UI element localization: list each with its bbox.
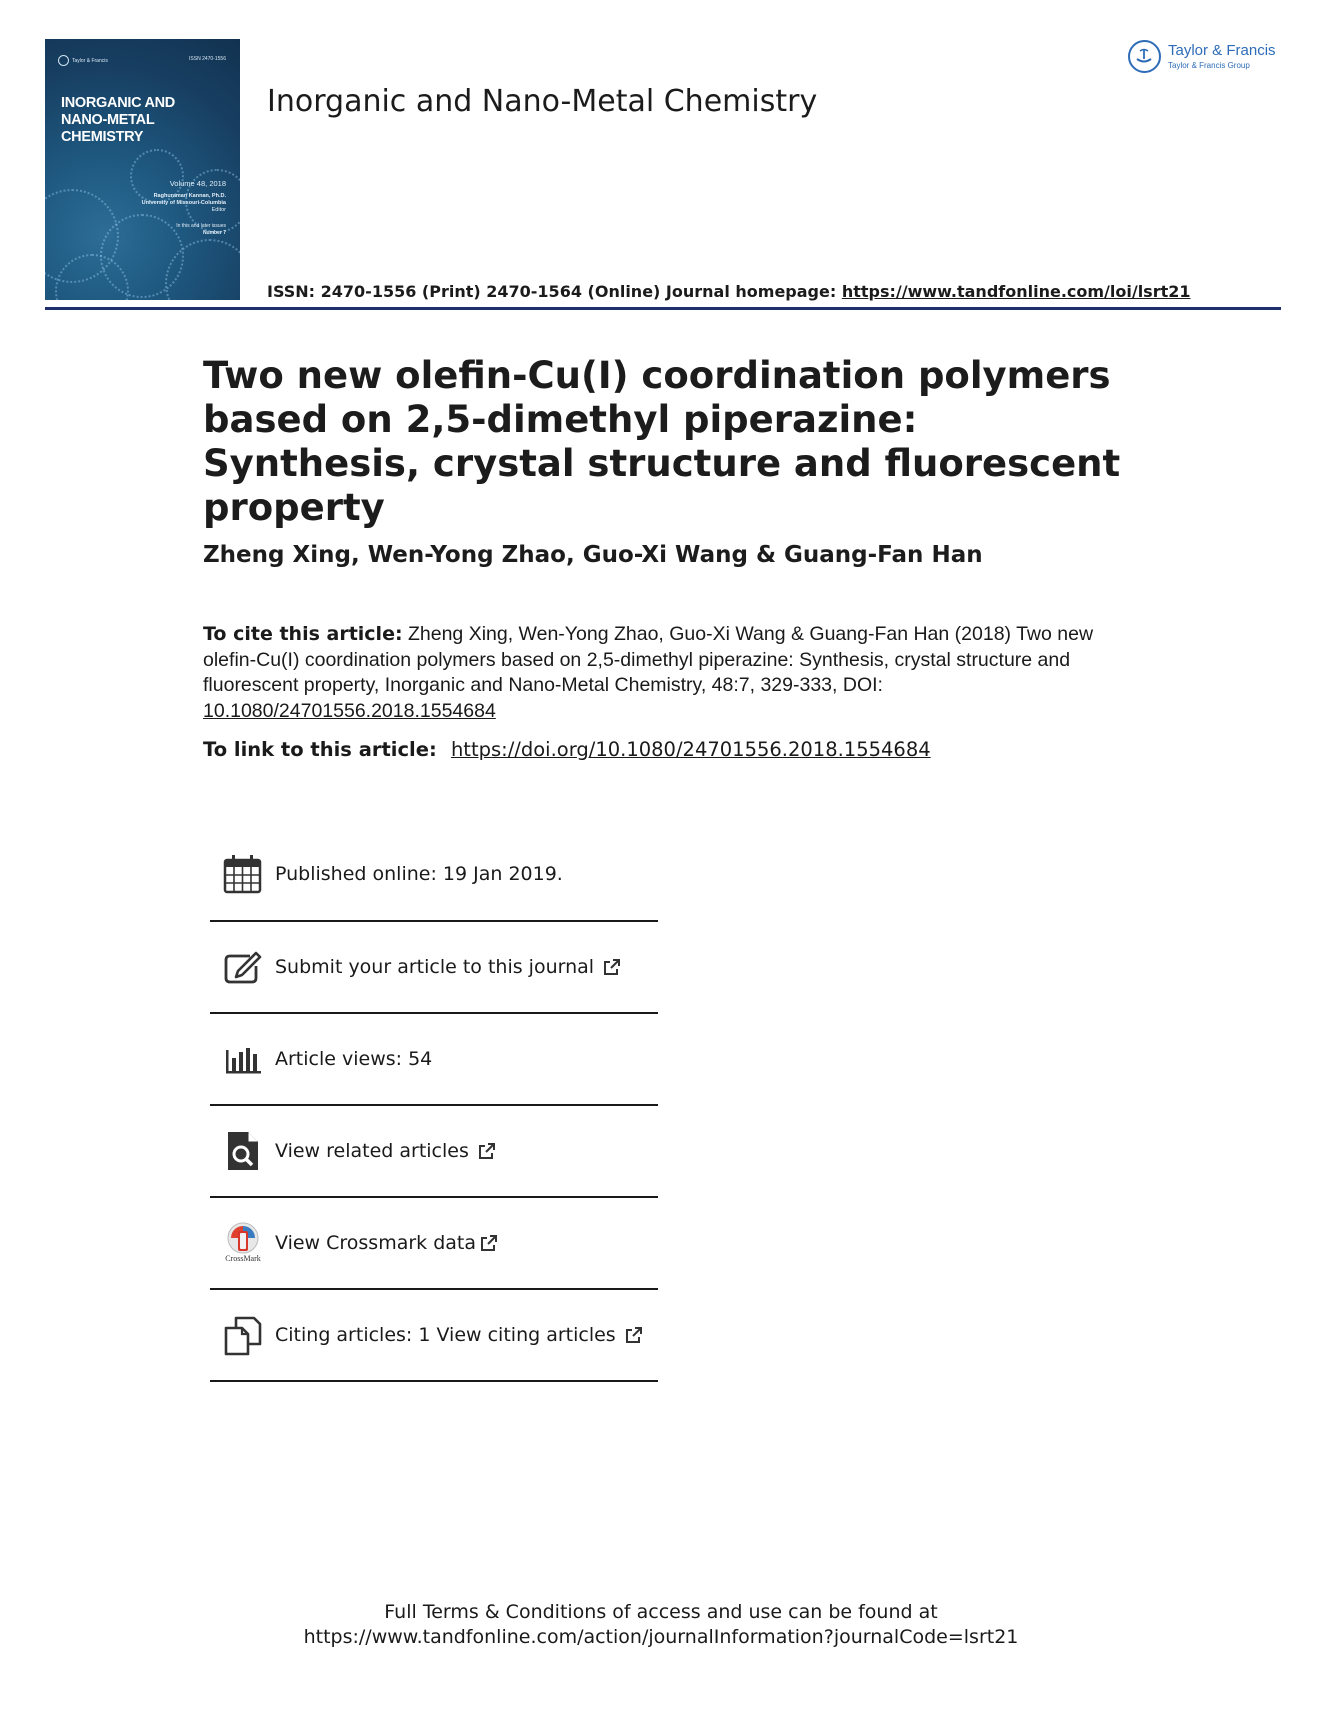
header-rule xyxy=(45,307,1281,310)
cover-title: INORGANIC AND NANO-METAL CHEMISTRY xyxy=(61,95,175,145)
article-authors: Zheng Xing, Wen-Yong Zhao, Guo-Xi Wang & Guang-Fan Han xyxy=(203,542,983,568)
external-link-icon xyxy=(479,1233,499,1253)
document-search-icon xyxy=(222,1130,264,1172)
publisher-group: Taylor & Francis Group xyxy=(1168,61,1250,70)
article-views-row xyxy=(210,1014,658,1106)
external-link-icon xyxy=(477,1141,497,1161)
copy-documents-icon xyxy=(222,1314,264,1356)
related-articles-row[interactable] xyxy=(210,1106,658,1198)
journal-homepage-link[interactable]: https://www.tandfonline.com/loi/lsrt21 xyxy=(841,282,1191,301)
crossmark-logo-text: CrossMark xyxy=(225,1254,261,1263)
article-info-list xyxy=(210,827,658,1382)
cover-editor-role: Editor xyxy=(211,207,226,213)
external-link-icon xyxy=(602,957,622,977)
related-articles-link[interactable]: View related articles xyxy=(275,1140,469,1162)
published-online-text: Published online: 19 Jan 2019. xyxy=(275,862,563,885)
crossmark-row[interactable] xyxy=(210,1198,658,1290)
citation-text: Zheng Xing, Wen-Yong Zhao, Guo-Xi Wang & Guang-Fan Han (2018) Two new olefin-Cu(I) coordination polymers based on 2,5-dimethyl piperazine: Synthesis, crystal structure and fluorescent property, Inorganic and Nano-Metal Chemistry, 48:7, 329-333, DOI: xyxy=(203,623,1094,696)
crossmark-icon xyxy=(222,1222,264,1264)
footer-line-1: Full Terms & Conditions of access and use can be found at xyxy=(384,1601,938,1623)
bar-chart-icon xyxy=(222,1038,264,1080)
footer-terms xyxy=(0,1600,1322,1650)
cover-issn: ISSN 2470-1556 xyxy=(189,56,226,62)
article-doi-link[interactable]: https://doi.org/10.1080/24701556.2018.1554684 xyxy=(450,738,931,761)
citation-block xyxy=(203,622,1123,724)
article-title: Two new olefin-Cu(I) coordination polymers based on 2,5-dimethyl piperazine: Synthesis, crystal structure and fluorescent property xyxy=(203,354,1121,529)
publisher-logo[interactable] xyxy=(1128,38,1288,78)
article-link-label: To link to this article: xyxy=(203,738,437,761)
citing-articles-row[interactable] xyxy=(210,1290,658,1382)
cover-editor-affiliation: University of Missouri-Columbia xyxy=(141,200,226,206)
citation-label: To cite this article: xyxy=(203,623,403,645)
cover-editor-name: Raghuraman Kannan, Ph.D. xyxy=(153,193,226,199)
publisher-name: Taylor & Francis xyxy=(1168,42,1276,59)
footer-terms-link[interactable]: https://www.tandfonline.com/action/journalInformation?journalCode=lsrt21 xyxy=(303,1626,1019,1648)
citation-doi-link[interactable]: 10.1080/24701556.2018.1554684 xyxy=(203,699,496,722)
external-link-icon xyxy=(624,1325,644,1345)
edit-icon xyxy=(222,946,264,988)
cover-issue-number: Number 7 xyxy=(202,230,226,236)
calendar-icon xyxy=(222,853,264,895)
cover-issue-note: In this and later issues xyxy=(176,223,226,229)
citing-articles-link[interactable]: Citing articles: 1 View citing articles xyxy=(275,1324,616,1346)
published-online-row xyxy=(210,827,658,922)
article-views-text: Article views: 54 xyxy=(275,1048,433,1070)
journal-cover xyxy=(45,39,240,300)
submit-article-link[interactable]: Submit your article to this journal xyxy=(275,956,595,978)
journal-name: Inorganic and Nano-Metal Chemistry xyxy=(267,84,818,119)
publisher-logo-icon xyxy=(1128,40,1161,73)
article-link-line xyxy=(203,738,931,761)
cover-publisher-logo-icon xyxy=(58,55,69,66)
issn-line: ISSN: 2470-1556 (Print) 2470-1564 (Online) Journal homepage: https://www.tandfonline.com/loi/lsrt21 xyxy=(267,282,1191,301)
submit-article-row[interactable] xyxy=(210,922,658,1014)
crossmark-link[interactable]: View Crossmark data xyxy=(275,1232,477,1254)
cover-volume: Volume 48, 2018 xyxy=(169,179,226,188)
cover-publisher: Taylor & Francis xyxy=(58,55,108,66)
